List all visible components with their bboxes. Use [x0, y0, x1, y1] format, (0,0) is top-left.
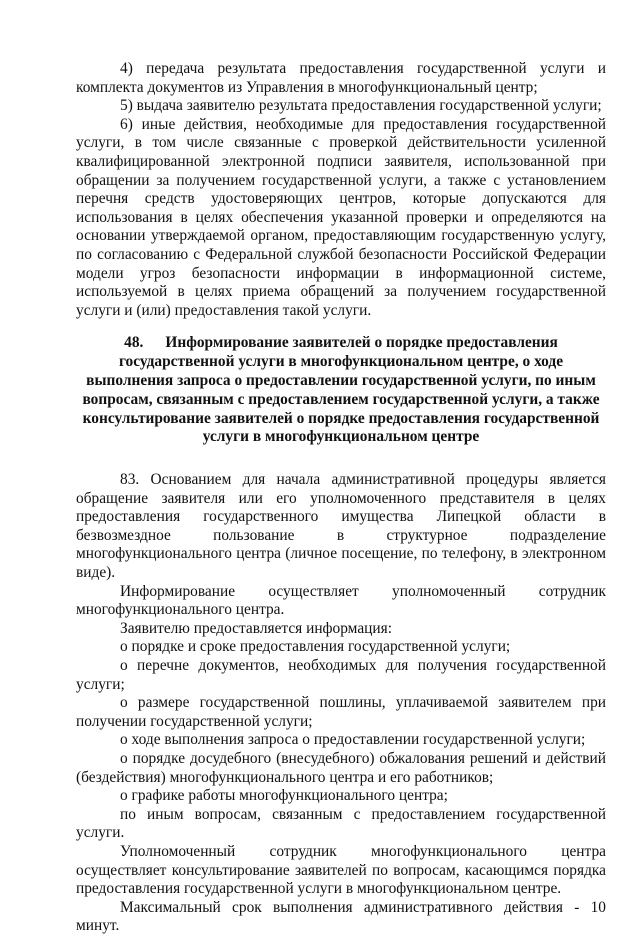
paragraph-max-time: Максимальный срок выполнения административного действия - 10 минут.: [76, 898, 606, 935]
paragraph-informing: Информирование осуществляет уполномоченный сотрудник многофункционального центра.: [76, 582, 606, 619]
paragraph-info-intro: Заявителю предоставляется информация:: [120, 619, 392, 637]
info-item-appeal: о порядке досудебного (внесудебного) обжалования решений и действий (бездействия) многофункционального центра и его работников;: [76, 750, 606, 786]
paragraph-83: 83. Основанием для начала административной процедуры является обращение заявителя или его уполномоченного представителя в целях предоставления государственного имущества Липецкой области в безвозмездное пользование в структурное подразделение многофункционального центра (личное посещение, по телефону, в электронном виде).: [76, 471, 606, 582]
section-title: Информирование заявителей о порядке предоставления государственной услуги в многофункциональном центре, о ходе выполнения запроса о предоставлении государственной услуги, по иным вопросам, связанным с предоставлением государственной услуги, а также консультирование заявителей о порядке предоставления государственной услуги в многофункциональном центре: [82, 334, 600, 446]
info-item-other: по иным вопросам, связанным с предоставлением государственной услуги.: [76, 805, 606, 842]
info-item-progress: о ходе выполнения запроса о предоставлении государственной услуги;: [120, 731, 586, 749]
paragraph-consulting: Уполномоченный сотрудник многофункционального центра осуществляет консультирование заявителей по вопросам, касающимся порядка предоставления государственной услуги в многофункциональном центре.: [76, 842, 606, 898]
info-item-fee: о размере государственной пошлины, уплачиваемой заявителем при получении государственной услуги;: [76, 694, 606, 730]
info-item-order: о порядке и сроке предоставления государственной услуги;: [120, 638, 511, 656]
section-heading: [76, 334, 606, 447]
list-item-5: 5) выдача заявителю результата предоставления государственной услуги;: [120, 97, 602, 115]
list-item-6: 6) иные действия, необходимые для предоставления государственной услуги, в том числе связанные с проверкой действительности усиленной квалифицированной электронной подписи заявителя, использованной при обращении за получением государственной услуги, а также с установлением перечня средств удостоверяющих центров, которые допускаются для использования в целях обеспечения указанной проверки и определяются на основании утверждаемой органом, предоставляющим государственную услугу, по согласованию с Федеральной службой безопасности Российской Федерации модели угроз безопасности информации в информационной системе, используемой в целях приема обращений за получением государственной услуги и (или) предоставления такой услуги.: [76, 115, 606, 319]
info-item-documents: о перечне документов, необходимых для получения государственной услуги;: [76, 657, 606, 693]
list-item-4: 4) передача результата предоставления государственной услуги и комплекта документов из Управления в многофункциональный центр;: [76, 60, 606, 96]
section-number: 48.: [124, 334, 144, 352]
document-page: [76, 60, 606, 936]
info-item-schedule: о графике работы многофункционального центра;: [120, 787, 448, 805]
